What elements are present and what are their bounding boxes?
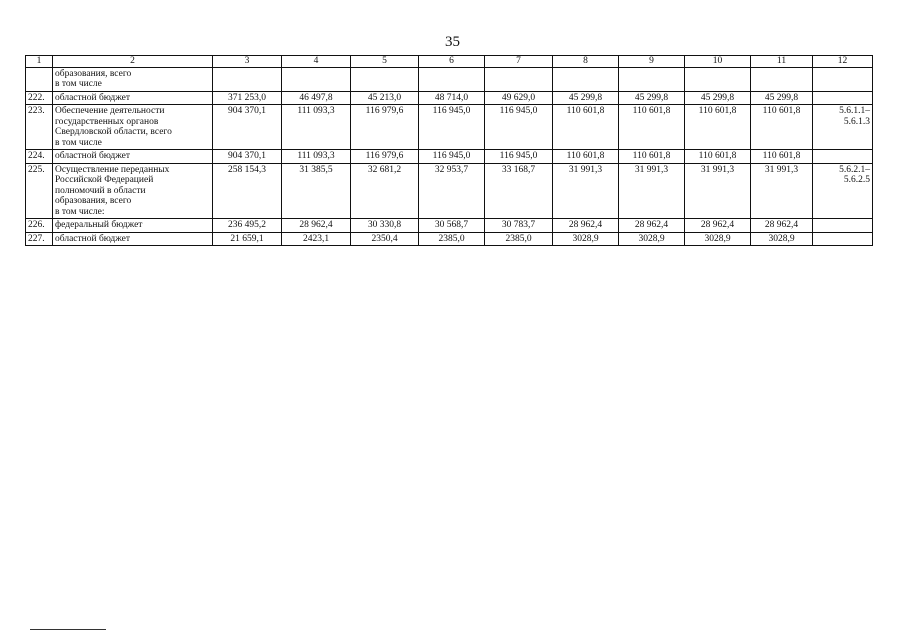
- row-name-line: федеральный бюджет: [55, 220, 143, 230]
- column-header: 10: [685, 56, 751, 68]
- column-header: 11: [751, 56, 813, 68]
- table-row: [26, 105, 873, 150]
- column-header: 9: [619, 56, 685, 68]
- value-cell: [685, 67, 751, 91]
- value-cell: 45 299,8: [553, 91, 619, 105]
- table-row: [26, 91, 873, 105]
- value-cell: 258 154,3: [213, 163, 282, 219]
- value-cell: 116 945,0: [419, 150, 485, 164]
- row-name-line: образования, всего: [55, 68, 132, 79]
- value-cell: 31 991,3: [685, 163, 751, 219]
- value-cell: 32 681,2: [351, 163, 419, 219]
- row-name-cell: [53, 232, 213, 246]
- page-number: 35: [445, 34, 460, 50]
- row-number-cell: 224.: [26, 150, 53, 164]
- row-number-cell: 225.: [26, 163, 53, 219]
- value-cell: 3028,9: [553, 232, 619, 246]
- value-cell: 111 093,3: [282, 150, 351, 164]
- column-header: 4: [282, 56, 351, 68]
- value-cell: 45 299,8: [619, 91, 685, 105]
- target-code-cell: [813, 91, 873, 105]
- target-code-cell: [813, 105, 873, 150]
- row-name-line: государственных органов: [55, 116, 159, 127]
- target-code-line: 5.6.2.1–: [839, 164, 870, 175]
- value-cell: 30 330,8: [351, 219, 419, 233]
- table-row: [26, 163, 873, 219]
- row-number-cell: 223.: [26, 105, 53, 150]
- value-cell: 31 385,5: [282, 163, 351, 219]
- value-cell: 110 601,8: [685, 105, 751, 150]
- value-cell: 28 962,4: [619, 219, 685, 233]
- value-cell: 31 991,3: [751, 163, 813, 219]
- row-name-line: в том числе: [55, 137, 102, 148]
- value-cell: 33 168,7: [485, 163, 553, 219]
- target-code-line: 5.6.1.1–: [839, 106, 870, 116]
- value-cell: 46 497,8: [282, 91, 351, 105]
- value-cell: 31 991,3: [553, 163, 619, 219]
- target-code-cell: [813, 150, 873, 164]
- row-name-cell: [53, 67, 213, 91]
- row-number-cell: 227.: [26, 232, 53, 246]
- value-cell: 111 093,3: [282, 105, 351, 150]
- row-name-cell: [53, 163, 213, 219]
- value-cell: 371 253,0: [213, 91, 282, 105]
- value-cell: 45 299,8: [751, 91, 813, 105]
- value-cell: 28 962,4: [685, 219, 751, 233]
- value-cell: 21 659,1: [213, 232, 282, 246]
- row-number-cell: 222.: [26, 91, 53, 105]
- column-header: 8: [553, 56, 619, 68]
- column-header: 5: [351, 56, 419, 68]
- row-name-line: в том числе:: [55, 206, 105, 217]
- value-cell: 110 601,8: [751, 105, 813, 150]
- value-cell: 110 601,8: [751, 150, 813, 164]
- row-name-line: в том числе: [55, 79, 102, 89]
- row-number-cell: 226.: [26, 219, 53, 233]
- value-cell: 2350,4: [351, 232, 419, 246]
- value-cell: 116 945,0: [485, 105, 553, 150]
- value-cell: 45 299,8: [685, 91, 751, 105]
- value-cell: [751, 67, 813, 91]
- value-cell: 110 601,8: [619, 105, 685, 150]
- value-cell: 2423,1: [282, 232, 351, 246]
- value-cell: 110 601,8: [685, 150, 751, 164]
- value-cell: [282, 67, 351, 91]
- value-cell: 116 979,6: [351, 150, 419, 164]
- value-cell: [419, 67, 485, 91]
- row-number-cell: [26, 67, 53, 91]
- target-code-cell: [813, 232, 873, 246]
- value-cell: 2385,0: [485, 232, 553, 246]
- column-header: 7: [485, 56, 553, 68]
- value-cell: 3028,9: [751, 232, 813, 246]
- row-name-cell: [53, 150, 213, 164]
- target-code-cell: [813, 163, 873, 219]
- column-header: 6: [419, 56, 485, 68]
- value-cell: 110 601,8: [619, 150, 685, 164]
- value-cell: 116 945,0: [419, 105, 485, 150]
- table-body: [26, 56, 873, 246]
- row-name-line: Свердловской области, всего: [55, 127, 172, 137]
- value-cell: 110 601,8: [553, 105, 619, 150]
- budget-table: [25, 55, 873, 246]
- row-name-line: Российской Федерацией: [55, 175, 154, 185]
- row-name-line: областной бюджет: [55, 92, 131, 103]
- value-cell: 28 962,4: [553, 219, 619, 233]
- row-name-cell: [53, 91, 213, 105]
- column-header: 1: [26, 56, 53, 68]
- target-code-cell: [813, 67, 873, 91]
- value-cell: 904 370,1: [213, 105, 282, 150]
- value-cell: 49 629,0: [485, 91, 553, 105]
- column-header: 3: [213, 56, 282, 68]
- value-cell: 45 213,0: [351, 91, 419, 105]
- table-row: [26, 232, 873, 246]
- row-name-cell: [53, 105, 213, 150]
- value-cell: [351, 67, 419, 91]
- value-cell: 3028,9: [619, 232, 685, 246]
- value-cell: 28 962,4: [282, 219, 351, 233]
- value-cell: 2385,0: [419, 232, 485, 246]
- target-code-cell: [813, 219, 873, 233]
- row-name-line: областной бюджет: [55, 233, 131, 244]
- value-cell: [485, 67, 553, 91]
- column-header: 12: [813, 56, 873, 68]
- value-cell: [213, 67, 282, 91]
- value-cell: 236 495,2: [213, 219, 282, 233]
- table-row: [26, 150, 873, 164]
- value-cell: 32 953,7: [419, 163, 485, 219]
- value-cell: [619, 67, 685, 91]
- value-cell: [553, 67, 619, 91]
- value-cell: 31 991,3: [619, 163, 685, 219]
- value-cell: 30 783,7: [485, 219, 553, 233]
- value-cell: 28 962,4: [751, 219, 813, 233]
- value-cell: 116 979,6: [351, 105, 419, 150]
- row-name-line: Обеспечение деятельности: [55, 106, 165, 116]
- row-name-line: полномочий в области: [55, 185, 146, 196]
- table-row: [26, 67, 873, 91]
- value-cell: 116 945,0: [485, 150, 553, 164]
- header-row: [26, 56, 873, 68]
- value-cell: 3028,9: [685, 232, 751, 246]
- row-name-line: областной бюджет: [55, 151, 131, 161]
- footnote-rule: [30, 629, 106, 630]
- value-cell: 48 714,0: [419, 91, 485, 105]
- value-cell: 110 601,8: [553, 150, 619, 164]
- target-code-line: 5.6.2.5: [843, 175, 870, 185]
- target-code-line: 5.6.1.3: [843, 116, 870, 127]
- row-name-line: Осуществление переданных: [55, 164, 170, 175]
- value-cell: 904 370,1: [213, 150, 282, 164]
- column-header: 2: [53, 56, 213, 68]
- row-name-cell: [53, 219, 213, 233]
- row-name-line: образования, всего: [55, 196, 132, 206]
- value-cell: 30 568,7: [419, 219, 485, 233]
- table-row: [26, 219, 873, 233]
